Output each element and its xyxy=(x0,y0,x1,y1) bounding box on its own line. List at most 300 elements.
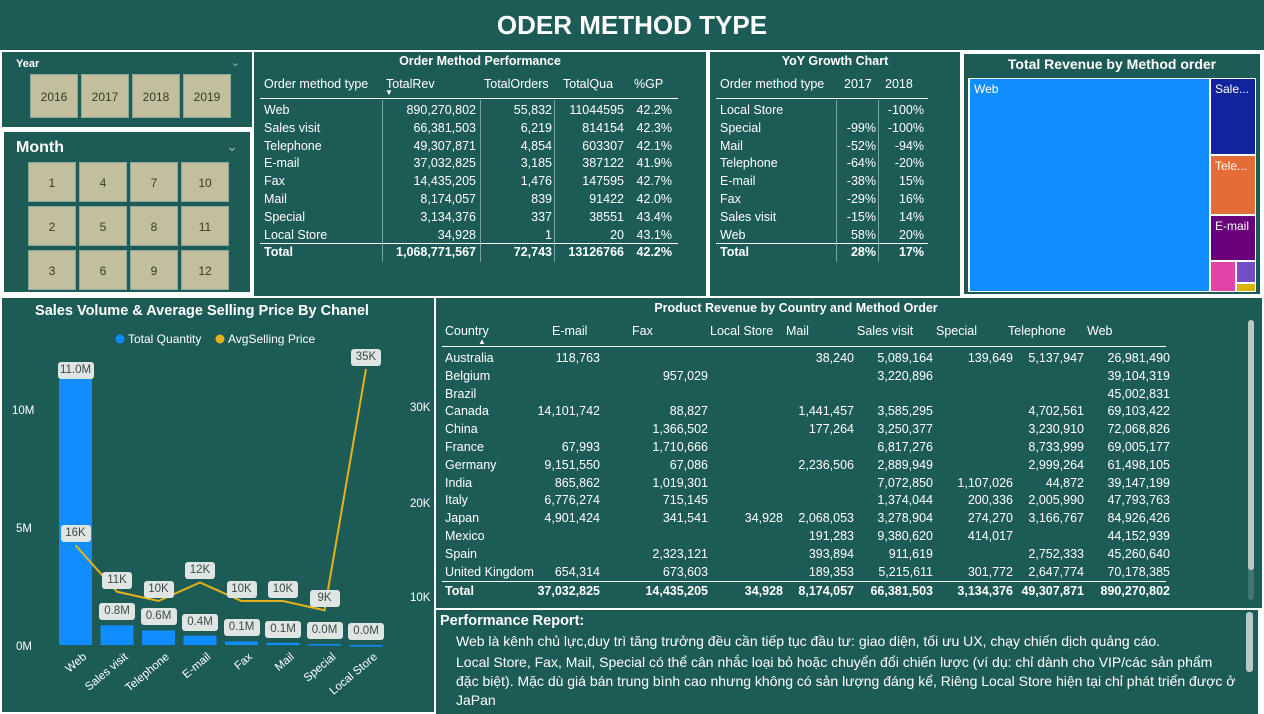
country-method-matrix xyxy=(410,298,1262,608)
table-cell: Germany xyxy=(445,457,497,472)
bar-mail[interactable] xyxy=(267,643,300,645)
x-category-label: Mail xyxy=(272,651,297,674)
month-slicer-label: Month xyxy=(16,139,64,156)
table-cell: Total xyxy=(445,584,474,598)
table-cell: 26,981,490 xyxy=(1107,351,1170,365)
report-scrollbar[interactable] xyxy=(1246,612,1253,672)
column-header[interactable]: TotalQua xyxy=(563,77,614,91)
table-cell: 42.2% xyxy=(636,103,672,117)
table-cell: Special xyxy=(720,120,761,135)
table-row[interactable] xyxy=(436,474,1196,492)
report-line-1: Web là kênh chủ lực,duy trì tăng trưởng đều cần tiếp tục đầu tư: giao diện, tối ưu UX, chạy chiến dịch quảng cáo. xyxy=(456,633,1161,649)
table-cell: India xyxy=(445,475,473,490)
table-row[interactable] xyxy=(710,137,960,155)
price-data-label: 9K xyxy=(310,590,340,607)
table-cell: 42.1% xyxy=(636,138,672,153)
month-tile[interactable]: 2 xyxy=(28,206,76,246)
order-perf-header xyxy=(254,75,706,97)
table-cell: Belgium xyxy=(445,368,491,383)
table-cell: 44,152,939 xyxy=(1107,529,1170,543)
bar-web[interactable] xyxy=(59,379,92,645)
table-cell: 44,872 xyxy=(1045,475,1084,490)
table-cell: 37,032,825 xyxy=(537,584,600,598)
table-cell: 69,103,422 xyxy=(1107,404,1170,419)
price-data-label: 35K xyxy=(351,349,381,366)
yoy-growth-table xyxy=(710,52,960,296)
header-divider xyxy=(442,346,1166,347)
column-header[interactable]: Order method type xyxy=(264,77,369,91)
column-header[interactable]: Country xyxy=(445,324,489,338)
month-tile[interactable]: 6 xyxy=(79,250,127,290)
table-cell: 2,647,774 xyxy=(1028,564,1084,579)
table-cell: 654,314 xyxy=(554,564,600,579)
column-header[interactable]: Web xyxy=(1087,324,1113,338)
x-category-label: Special xyxy=(301,651,339,685)
month-slicer xyxy=(2,130,252,294)
x-category-label: Web xyxy=(63,651,90,676)
table-cell: 1 xyxy=(545,227,552,242)
qty-data-label: 0.1M xyxy=(224,619,260,636)
table-cell: 3,230,910 xyxy=(1028,422,1084,437)
column-header[interactable]: 2018 xyxy=(885,77,913,91)
table-cell: 17% xyxy=(898,245,924,259)
table-cell: 43.1% xyxy=(636,227,672,242)
table-cell: 3,185 xyxy=(520,156,552,171)
year-tile-2018[interactable]: 2018 xyxy=(132,74,180,118)
table-cell: 1,710,666 xyxy=(652,440,708,454)
table-row[interactable] xyxy=(436,563,1196,581)
treemap-email-label: E-mail xyxy=(1215,219,1250,233)
y-right-tick: 10K xyxy=(410,592,431,604)
table-cell: 839 xyxy=(531,192,552,206)
table-cell: 6,219 xyxy=(520,120,552,135)
table-cell: 47,793,763 xyxy=(1107,493,1170,508)
table-cell: 42.2% xyxy=(636,245,672,259)
report-line-2: Local Store, Fax, Mail, Special có thể cân nhắc loại bỏ hoặc chuyển đổi chiến lược (ví dụ: chỉ dành cho VIP/các sản phẩm đặc biệt). Mặc dù giá bán trung bình cao nhưng không có sản lượng đáng kể, Riêng Local Store hiện tại chỉ phát triển được ở JaPan xyxy=(456,654,1236,708)
x-category-label: Telephone xyxy=(123,651,173,695)
month-tile[interactable]: 11 xyxy=(181,206,229,246)
column-header[interactable]: 2017 xyxy=(844,77,872,91)
year-slicer xyxy=(2,52,252,127)
table-cell: 1,366,502 xyxy=(652,422,708,437)
table-row[interactable] xyxy=(254,190,706,208)
table-cell: Fax xyxy=(264,174,285,189)
table-cell: Local Store xyxy=(720,103,784,117)
table-cell: 177,264 xyxy=(808,422,854,437)
table-cell: 69,005,177 xyxy=(1107,440,1170,454)
table-cell: Fax xyxy=(720,192,741,206)
table-cell: 1,107,026 xyxy=(957,475,1013,490)
sort-desc-icon[interactable]: ▼ xyxy=(385,88,393,97)
table-cell: 42.3% xyxy=(636,120,672,135)
table-cell: 14,435,205 xyxy=(645,584,708,598)
table-row[interactable] xyxy=(436,527,1196,545)
legend-qty-marker xyxy=(116,335,125,344)
table-cell: Telephone xyxy=(264,138,322,153)
table-cell: 16% xyxy=(898,192,924,206)
x-category-label: Fax xyxy=(232,651,256,673)
table-cell: 957,029 xyxy=(662,368,708,383)
year-tile-2016[interactable]: 2016 xyxy=(30,74,78,118)
table-row[interactable] xyxy=(254,172,706,190)
table-cell: Sales visit xyxy=(720,209,777,224)
table-cell: -94% xyxy=(894,138,924,153)
bar-local-store[interactable] xyxy=(350,645,383,647)
order-method-performance-table xyxy=(254,52,706,296)
bar-sales-visit[interactable] xyxy=(101,625,134,645)
table-row[interactable] xyxy=(436,385,1196,403)
table-row[interactable] xyxy=(710,226,960,244)
qty-data-label: 0.1M xyxy=(265,621,301,638)
table-cell: Web xyxy=(264,103,290,117)
table-row[interactable] xyxy=(710,119,960,137)
price-data-label: 16K xyxy=(61,525,91,542)
month-tile[interactable]: 8 xyxy=(130,206,178,246)
table-cell: United Kingdom xyxy=(445,564,534,579)
month-tile[interactable]: 10 xyxy=(181,162,229,202)
table-cell: Canada xyxy=(445,404,489,419)
year-tile-2019[interactable]: 2019 xyxy=(183,74,231,118)
table-cell: 337 xyxy=(531,209,552,224)
y-right-tick: 30K xyxy=(410,402,431,414)
table-row[interactable] xyxy=(710,101,960,119)
table-cell: 139,649 xyxy=(967,351,1013,365)
table-cell: 1,019,301 xyxy=(652,475,708,490)
table-cell: 88,827 xyxy=(669,404,708,419)
table-cell: 1,068,771,567 xyxy=(396,245,476,259)
table-cell: 200,336 xyxy=(967,493,1013,508)
yoy-header xyxy=(710,75,960,93)
treemap-web-label: Web xyxy=(974,82,999,96)
table-row[interactable] xyxy=(254,119,706,137)
table-cell: -100% xyxy=(887,120,924,135)
y-right-tick: 20K xyxy=(410,498,431,510)
table-cell: 7,072,850 xyxy=(877,475,933,490)
table-cell: 9,380,620 xyxy=(877,529,933,543)
table-cell: 66,381,503 xyxy=(870,584,933,598)
qty-data-label: 0.8M xyxy=(99,603,135,620)
table-cell: 890,270,802 xyxy=(406,103,476,117)
table-row[interactable] xyxy=(436,349,1196,367)
column-header[interactable]: Fax xyxy=(632,324,653,338)
table-row[interactable] xyxy=(254,101,706,119)
month-tile[interactable]: 4 xyxy=(79,162,127,202)
table-cell: -100% xyxy=(887,103,924,117)
table-cell: 42.0% xyxy=(636,192,672,206)
table-cell: 2,236,506 xyxy=(798,457,854,472)
treemap-sales-visit[interactable] xyxy=(1211,79,1255,154)
price-data-label: 11K xyxy=(102,572,132,589)
table-cell: Mexico xyxy=(445,529,485,543)
price-data-label: 10K xyxy=(144,581,174,598)
country-matrix-header xyxy=(436,322,1196,346)
performance-report xyxy=(436,610,1258,714)
table-cell: 38,240 xyxy=(815,351,854,365)
total-row[interactable] xyxy=(436,582,1196,600)
table-cell: 1,476 xyxy=(520,174,552,189)
table-cell: 301,772 xyxy=(967,564,1013,579)
table-cell: 3,134,376 xyxy=(420,209,476,224)
year-tile-2017[interactable]: 2017 xyxy=(81,74,129,118)
table-cell: Total xyxy=(264,245,293,259)
table-cell: Mail xyxy=(264,192,287,206)
table-cell: 274,270 xyxy=(967,511,1013,526)
table-cell: 5,215,611 xyxy=(878,564,933,579)
table-cell: -20% xyxy=(894,156,924,171)
table-cell: Mail xyxy=(720,138,743,153)
table-cell: Australia xyxy=(445,351,494,365)
table-cell: 2,005,990 xyxy=(1028,493,1084,508)
table-cell: 61,498,105 xyxy=(1107,457,1170,472)
table-cell: 341,541 xyxy=(662,511,708,526)
table-cell: 39,147,199 xyxy=(1107,475,1170,490)
table-cell: 393,894 xyxy=(808,546,854,561)
order-perf-title: Order Method Performance xyxy=(399,54,561,68)
table-row[interactable] xyxy=(254,226,706,244)
x-category-label: E-mail xyxy=(181,651,214,682)
price-data-label: 10K xyxy=(268,581,298,598)
table-cell: 41.9% xyxy=(636,156,672,171)
column-header[interactable]: Special xyxy=(936,324,977,338)
table-cell: 4,901,424 xyxy=(544,511,600,526)
table-row[interactable] xyxy=(254,154,706,172)
treemap-sales-label: Sale... xyxy=(1215,82,1250,96)
report-title: Performance Report: xyxy=(440,613,585,629)
table-cell: 3,134,376 xyxy=(957,584,1013,598)
table-cell: 70,178,385 xyxy=(1107,564,1170,579)
qty-data-label: 0.0M xyxy=(307,622,343,639)
table-cell: 34,928 xyxy=(744,584,783,598)
table-row[interactable] xyxy=(436,545,1196,563)
table-cell: 191,283 xyxy=(808,529,854,543)
table-cell: 118,763 xyxy=(555,351,600,365)
table-cell: Special xyxy=(264,209,305,224)
combo-chart-panel xyxy=(2,298,434,712)
table-cell: Telephone xyxy=(720,156,778,171)
table-cell: Italy xyxy=(445,493,468,508)
table-row[interactable] xyxy=(436,367,1196,385)
table-cell: 3,278,904 xyxy=(877,511,933,526)
chevron-down-icon[interactable]: ⌄ xyxy=(226,138,238,154)
table-cell: 5,089,164 xyxy=(877,351,933,365)
treemap-mail[interactable] xyxy=(1237,262,1255,282)
table-cell: Brazil xyxy=(445,386,477,401)
table-cell: Local Store xyxy=(264,227,328,242)
price-data-label: 10K xyxy=(227,581,257,598)
table-cell: 14,101,742 xyxy=(537,404,600,419)
table-row[interactable] xyxy=(436,509,1196,527)
column-header[interactable]: TotalOrders xyxy=(484,77,549,91)
table-cell: 15% xyxy=(898,174,924,189)
table-cell: 45,260,640 xyxy=(1107,546,1170,561)
table-cell: 49,307,871 xyxy=(1021,584,1084,598)
table-cell: 49,307,871 xyxy=(413,138,476,153)
column-header[interactable]: Local Store xyxy=(710,324,774,338)
table-cell: 72,743 xyxy=(513,245,552,259)
table-row[interactable] xyxy=(436,491,1196,509)
table-cell: 8,733,999 xyxy=(1028,440,1084,454)
table-cell: 4,702,561 xyxy=(1028,404,1084,419)
table-cell: 58% xyxy=(850,227,876,242)
qty-data-label: 0.4M xyxy=(182,614,218,631)
table-cell: 189,353 xyxy=(808,564,854,579)
table-cell: -99% xyxy=(846,120,876,135)
qty-data-label: 11.0M xyxy=(58,362,94,379)
price-data-label: 12K xyxy=(185,562,215,579)
table-cell: 2,068,053 xyxy=(798,511,854,526)
table-cell: 603307 xyxy=(582,138,624,153)
table-cell: 2,999,264 xyxy=(1028,457,1084,472)
qty-data-label: 0.0M xyxy=(348,623,384,640)
table-cell: 147595 xyxy=(582,174,624,189)
table-cell: -52% xyxy=(846,138,876,153)
table-cell: -15% xyxy=(846,209,876,224)
table-cell: 911,619 xyxy=(888,546,933,561)
table-cell: 8,174,057 xyxy=(798,584,854,598)
table-cell: 37,032,825 xyxy=(413,156,476,171)
table-cell: 20% xyxy=(898,227,924,242)
table-cell: -64% xyxy=(846,156,876,171)
table-cell: 39,104,319 xyxy=(1107,368,1170,383)
treemap-panel xyxy=(962,52,1262,296)
table-cell: 72,068,826 xyxy=(1107,422,1170,437)
table-cell: Web xyxy=(720,227,746,242)
table-cell: Japan xyxy=(445,511,480,526)
table-cell: 2,752,333 xyxy=(1028,546,1084,561)
table-cell: Total xyxy=(720,245,749,259)
table-cell: 20 xyxy=(610,227,624,242)
table-row[interactable] xyxy=(710,190,960,208)
table-row[interactable] xyxy=(436,456,1196,474)
table-cell: 715,145 xyxy=(662,493,708,508)
column-header[interactable]: %GP xyxy=(634,77,664,91)
header-divider xyxy=(260,98,678,99)
treemap-tele-label: Tele... xyxy=(1215,159,1248,173)
table-row[interactable] xyxy=(436,438,1196,456)
bar-special[interactable] xyxy=(308,644,341,646)
table-cell: 45,002,831 xyxy=(1107,386,1170,401)
table-cell: 43.4% xyxy=(636,209,672,224)
table-cell: France xyxy=(445,440,484,454)
table-cell: 67,086 xyxy=(669,457,708,472)
table-cell: 673,603 xyxy=(662,564,708,579)
treemap-email[interactable] xyxy=(1211,216,1255,260)
table-row[interactable] xyxy=(436,420,1196,438)
column-header[interactable]: Mail xyxy=(786,324,809,338)
table-cell: 28% xyxy=(850,245,876,259)
column-header[interactable]: E-mail xyxy=(552,324,588,338)
y-left-tick: 10M xyxy=(12,405,35,417)
table-cell: 14,435,205 xyxy=(413,174,476,189)
sort-asc-icon[interactable]: ▲ xyxy=(478,337,486,346)
column-header[interactable]: Order method type xyxy=(720,77,825,91)
bar-telephone[interactable] xyxy=(142,630,175,645)
table-cell: E-mail xyxy=(720,174,756,189)
header-divider xyxy=(716,98,928,99)
total-row[interactable] xyxy=(254,243,706,261)
column-header[interactable]: Sales visit xyxy=(857,324,914,338)
month-tile[interactable]: 12 xyxy=(181,250,229,290)
table-cell: 67,993 xyxy=(561,440,600,454)
table-cell: 387122 xyxy=(582,156,624,171)
table-cell: -38% xyxy=(846,174,876,189)
yoy-title: YoY Growth Chart xyxy=(781,54,889,68)
table-cell: 42.7% xyxy=(636,174,672,189)
legend-qty-label: Total Quantity xyxy=(128,332,202,346)
treemap-area xyxy=(968,78,1256,292)
table-cell: 66,381,503 xyxy=(413,120,476,135)
table-cell: Spain xyxy=(445,546,477,561)
matrix-scrollbar[interactable] xyxy=(1248,320,1254,600)
column-header[interactable]: Telephone xyxy=(1008,324,1066,338)
table-cell: 3,250,377 xyxy=(877,422,933,437)
table-cell: 1,374,044 xyxy=(877,493,933,508)
treemap-title: Total Revenue by Method order xyxy=(1007,56,1217,72)
table-row[interactable] xyxy=(254,137,706,155)
month-tile[interactable]: 5 xyxy=(79,206,127,246)
table-cell: 55,832 xyxy=(513,103,552,117)
table-row[interactable] xyxy=(436,402,1196,420)
chevron-down-icon[interactable]: ⌄ xyxy=(230,57,240,69)
table-cell: 14% xyxy=(898,209,924,224)
table-row[interactable] xyxy=(710,208,960,226)
table-cell: 38551 xyxy=(589,209,624,224)
table-cell: 11044595 xyxy=(569,103,624,117)
table-cell: 890,270,802 xyxy=(1100,584,1170,598)
x-category-label: Local Store xyxy=(327,651,380,698)
legend-price-label: AvgSelling Price xyxy=(228,332,316,346)
page-title: ODER METHOD TYPE xyxy=(0,0,1264,50)
legend-price-marker xyxy=(216,335,225,344)
treemap-web[interactable] xyxy=(970,79,1209,291)
table-row[interactable] xyxy=(710,154,960,172)
treemap-special[interactable] xyxy=(1237,284,1255,291)
column-header[interactable]: TotalRev xyxy=(386,77,435,91)
month-tile[interactable]: 3 xyxy=(28,250,76,290)
qty-data-label: 0.6M xyxy=(141,608,177,625)
table-row[interactable] xyxy=(254,208,706,226)
country-matrix-title: Product Revenue by Country and Method Order xyxy=(654,301,938,315)
month-tile[interactable]: 7 xyxy=(130,162,178,202)
table-cell: -29% xyxy=(846,192,876,206)
month-tile[interactable]: 1 xyxy=(28,162,76,202)
total-row[interactable] xyxy=(710,243,960,261)
table-cell: 9,151,550 xyxy=(544,457,600,472)
y-left-tick: 5M xyxy=(16,523,32,535)
table-cell: Sales visit xyxy=(264,120,321,135)
x-category-label: Sales visit xyxy=(83,651,131,694)
table-row[interactable] xyxy=(710,172,960,190)
month-tile[interactable]: 9 xyxy=(130,250,178,290)
matrix-scrollbar-thumb[interactable] xyxy=(1248,320,1254,570)
bar-fax[interactable] xyxy=(225,641,258,645)
bar-e-mail[interactable] xyxy=(184,636,217,645)
table-cell: 1,441,457 xyxy=(798,404,854,419)
table-cell: 814154 xyxy=(582,120,624,135)
table-cell: E-mail xyxy=(264,156,300,171)
table-cell: 865,862 xyxy=(554,475,600,490)
table-cell: 34,928 xyxy=(744,511,783,526)
chart-title: Sales Volume & Average Selling Price By Chanel xyxy=(35,303,369,319)
table-cell: 91422 xyxy=(589,192,624,206)
treemap-telephone[interactable] xyxy=(1211,156,1255,214)
table-cell: 2,323,121 xyxy=(652,546,708,561)
table-cell: 3,220,896 xyxy=(877,368,933,383)
table-cell: 34,928 xyxy=(437,227,476,242)
treemap-fax[interactable] xyxy=(1211,262,1235,291)
table-cell: 13126766 xyxy=(568,245,624,259)
table-cell: 3,166,767 xyxy=(1028,511,1084,526)
